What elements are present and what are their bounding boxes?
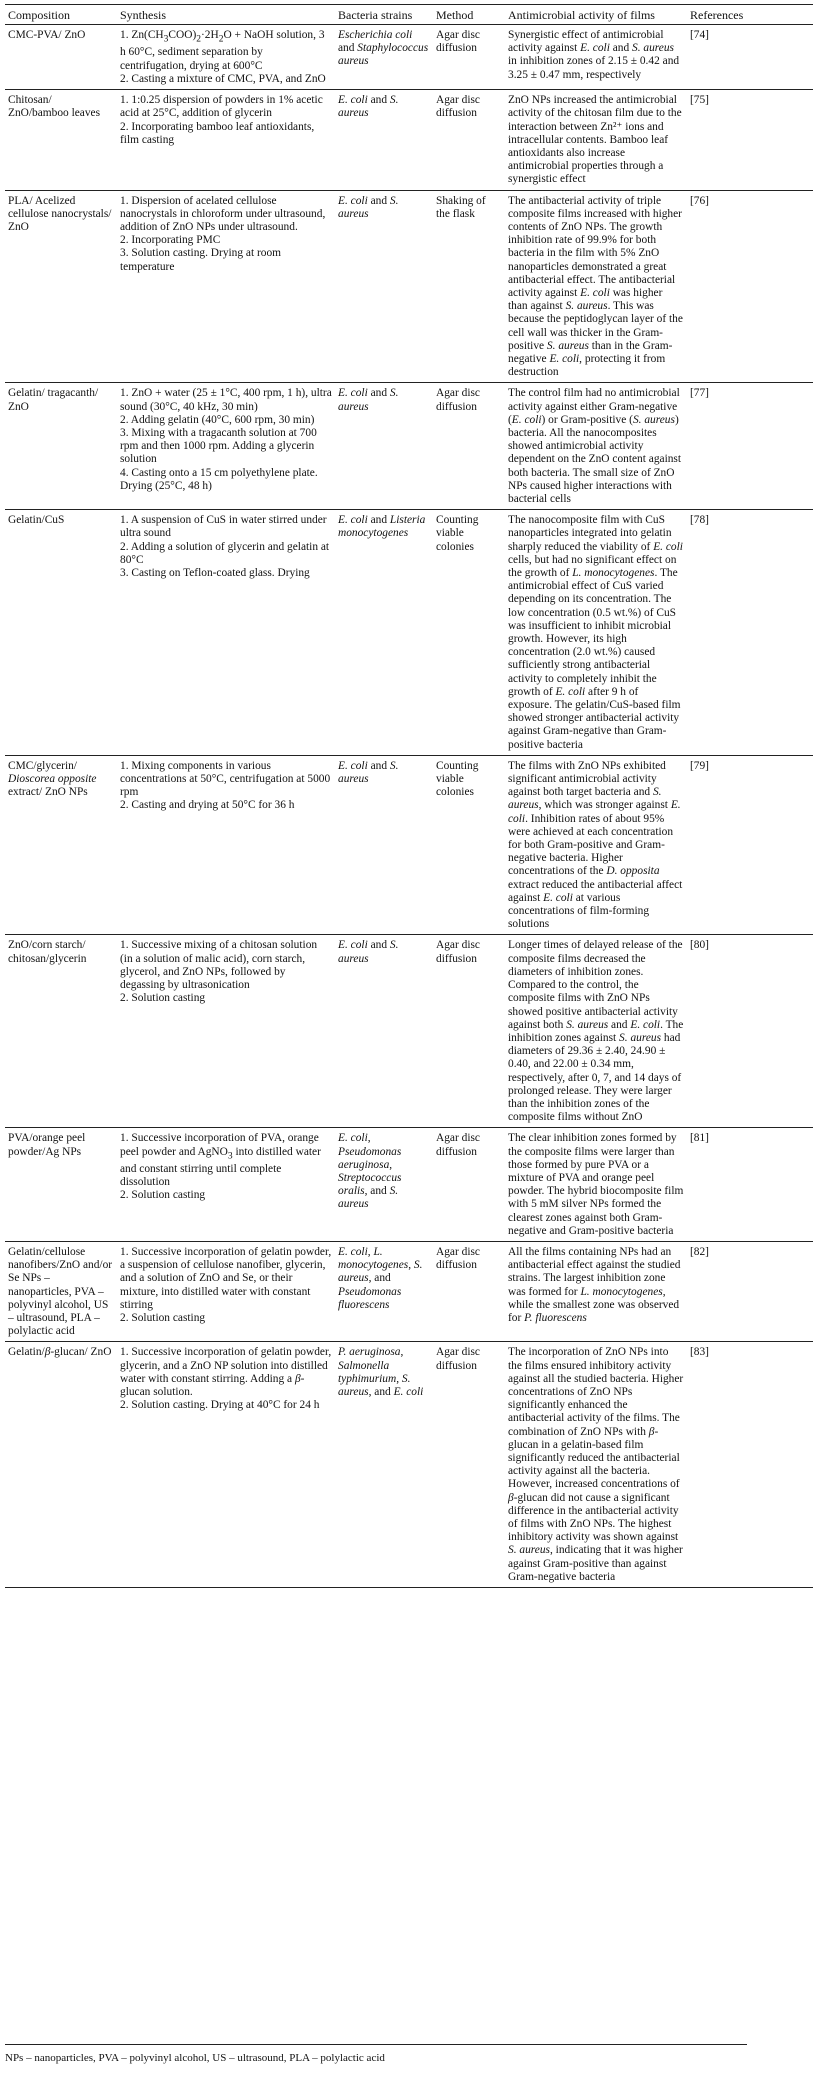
cell-bacteria-strains: E. coli and S. aureus bbox=[335, 90, 433, 190]
cell-reference: [83] bbox=[687, 1342, 813, 1588]
table-row bbox=[5, 190, 813, 383]
cell-bacteria-strains: P. aeruginosa, Salmonella typhimurium, S. aureus, and E. coli bbox=[335, 1342, 433, 1588]
cell-bacteria-strains: E. coli, Pseudomonas aeruginosa, Streptococcus oralis, and S. aureus bbox=[335, 1128, 433, 1242]
header-antimicrobial-activity: Antimicrobial activity of films bbox=[505, 5, 687, 25]
cell-method: Agar disc diffusion bbox=[433, 1128, 505, 1242]
cell-synthesis: 1. Successive incorporation of PVA, orange peel powder and AgNO$_3$ into distilled water and constant stirring until complete dissolution 2. Solution casting bbox=[117, 1128, 335, 1242]
cell-bacteria-strains: E. coli and S. aureus bbox=[335, 755, 433, 935]
cell-antimicrobial-activity: Synergistic effect of antimicrobial activity against E. coli and S. aureus in inhibition zones of 2.15 ± 0.42 and 3.25 ± 0.47 mm, respectively bbox=[505, 25, 687, 90]
table-row bbox=[5, 935, 813, 1128]
cell-method: Agar disc diffusion bbox=[433, 90, 505, 190]
cell-reference: [80] bbox=[687, 935, 813, 1128]
header-references: References bbox=[687, 5, 813, 25]
cell-bacteria-strains: E. coli and S. aureus bbox=[335, 190, 433, 383]
table-row bbox=[5, 755, 813, 935]
cell-antimicrobial-activity: The clear inhibition zones formed by the composite films were larger than those formed by pure PVA or a mixture of PVA and orange peel powder. The hybrid biocomposite film with 5 mM silver NPs formed the clearest zones against both Gram-negative and Gram-positive bacteria bbox=[505, 1128, 687, 1242]
cell-reference: [74] bbox=[687, 25, 813, 90]
cell-synthesis: 1. 1:0.25 dispersion of powders in 1% acetic acid at 25°C, addition of glycerin 2. Incorporating bamboo leaf antioxidants, film casting bbox=[117, 90, 335, 190]
footnote-divider bbox=[5, 2044, 747, 2045]
cell-reference: [79] bbox=[687, 755, 813, 935]
cell-composition: Gelatin/ tragacanth/ ZnO bbox=[5, 383, 117, 510]
table-row bbox=[5, 25, 813, 90]
cell-synthesis: 1. $Zn(CH_3COO)_2\cdot 2H_2O$ + NaOH solution, 3 h 60°C, sediment separation by centrifugation, drying at 600°C 2. Casting a mixture of CMC, PVA, and ZnO bbox=[117, 25, 335, 90]
header-composition: Composition bbox=[5, 5, 117, 25]
cell-reference: [78] bbox=[687, 510, 813, 756]
cell-composition: Chitosan/ ZnO/bamboo leaves bbox=[5, 90, 117, 190]
table-row bbox=[5, 383, 813, 510]
cell-reference: [77] bbox=[687, 383, 813, 510]
cell-synthesis: 1. A suspension of CuS in water stirred under ultra sound 2. Adding a solution of glycerin and gelatin at 80°C 3. Casting on Teflon-coated glass. Drying bbox=[117, 510, 335, 756]
cell-antimicrobial-activity: Longer times of delayed release of the composite films decreased the diameters of inhibition zones. Compared to the control, the composite films with ZnO NPs showed positive antibacterial activity against both S. aureus and E. coli. The inhibition zones against S. aureus had diameters of 29.36 ± 2.40, 24.90 ± 0.40, and 22.00 ± 0.34 mm, respectively, after 0, 7, and 14 days of prolonged release. They were larger than the inhibition zones of the composite films without ZnO bbox=[505, 935, 687, 1128]
cell-method: Shaking of the flask bbox=[433, 190, 505, 383]
header-method: Method bbox=[433, 5, 505, 25]
table-container bbox=[5, 4, 813, 1588]
cell-composition: CMC-PVA/ ZnO bbox=[5, 25, 117, 90]
cell-composition: Gelatin/β-glucan/ ZnO bbox=[5, 1342, 117, 1588]
cell-method: Agar disc diffusion bbox=[433, 25, 505, 90]
cell-bacteria-strains: E. coli and S. aureus bbox=[335, 383, 433, 510]
cell-reference: [75] bbox=[687, 90, 813, 190]
cell-antimicrobial-activity: The control film had no antimicrobial activity against either Gram-negative (E. coli) or Gram-positive (S. aureus) bacteria. All the nanocomposites showed antimicrobial activity dependent on the ZnO content against both bacteria. The small size of ZnO NPs caused higher interactions with bacterial cells bbox=[505, 383, 687, 510]
table-row bbox=[5, 510, 813, 756]
cell-synthesis: 1. Mixing components in various concentrations at 50°C, centrifugation at 5000 rpm 2. Casting and drying at 50°C for 36 h bbox=[117, 755, 335, 935]
cell-antimicrobial-activity: The incorporation of ZnO NPs into the films ensured inhibitory activity against all the studied bacteria. Higher concentrations of ZnO NPs significantly enhanced the antibacterial activity of the films. The combination of ZnO NPs with β-glucan in a gelatin-based film significantly reduced the antibacterial activity against all the bacteria. However, increased concentrations of β-glucan did not cause a significant difference in the antibacterial activity of films with ZnO NPs. The highest inhibitory activity was shown against S. aureus, indicating that it was higher against Gram-positive than against Gram-negative bacteria bbox=[505, 1342, 687, 1588]
cell-antimicrobial-activity: ZnO NPs increased the antimicrobial activity of the chitosan film due to the interaction between Zn²⁺ ions and intracellular contents. Bamboo leaf antioxidants also increase antimicrobial properties through a synergistic effect bbox=[505, 90, 687, 190]
cell-method: Agar disc diffusion bbox=[433, 1342, 505, 1588]
cell-bacteria-strains: E. coli, L. monocytogenes, S. aureus, and Pseudomonas fluorescens bbox=[335, 1241, 433, 1341]
antimicrobial-films-table bbox=[5, 4, 813, 1588]
cell-method: Agar disc diffusion bbox=[433, 935, 505, 1128]
cell-synthesis: 1. Successive incorporation of gelatin powder, glycerin, and a ZnO NP solution into distilled water with constant stirring. Adding a β-glucan solution. 2. Solution casting. Drying at 40°C for 24 h bbox=[117, 1342, 335, 1588]
cell-composition: Gelatin/cellulose nanofibers/ZnO and/or Se NPs – nanoparticles, PVA – polyvinyl alcohol, US – ultrasound, PLA – polylactic acid bbox=[5, 1241, 117, 1341]
table-body bbox=[5, 25, 813, 1588]
cell-bacteria-strains: Escherichia coli and Staphylococcus aureus bbox=[335, 25, 433, 90]
cell-composition: PVA/orange peel powder/Ag NPs bbox=[5, 1128, 117, 1242]
cell-bacteria-strains: E. coli and Listeria monocytogenes bbox=[335, 510, 433, 756]
table-row bbox=[5, 1241, 813, 1341]
cell-composition: Gelatin/CuS bbox=[5, 510, 117, 756]
cell-synthesis: 1. Successive mixing of a chitosan solution (in a solution of malic acid), corn starch, glycerol, and ZnO NPs, followed by degassing by ultrasonication 2. Solution casting bbox=[117, 935, 335, 1128]
cell-bacteria-strains: E. coli and S. aureus bbox=[335, 935, 433, 1128]
cell-composition: ZnO/corn starch/ chitosan/glycerin bbox=[5, 935, 117, 1128]
cell-synthesis: 1. ZnO + water (25 ± 1°C, 400 rpm, 1 h), ultra sound (30°C, 40 kHz, 30 min) 2. Adding gelatin (40°C, 600 rpm, 30 min) 3. Mixing with a tragacanth solution at 700 rpm and then 1000 rpm. Adding a glycerin solution 4. Casting onto a 15 cm polyethylene plate. Drying (25°C, 48 h) bbox=[117, 383, 335, 510]
cell-reference: [82] bbox=[687, 1241, 813, 1341]
table-row bbox=[5, 1128, 813, 1242]
cell-synthesis: 1. Dispersion of acelated cellulose nanocrystals in chloroform under ultrasound, addition of ZnO NPs under ultrasound. 2. Incorporating PMC 3. Solution casting. Drying at room temperature bbox=[117, 190, 335, 383]
cell-synthesis: 1. Successive incorporation of gelatin powder, a suspension of cellulose nanofiber, glycerin, and a solution of ZnO and Se, or their mixture, into distilled water with constant stirring 2. Solution casting bbox=[117, 1241, 335, 1341]
cell-method: Counting viable colonies bbox=[433, 510, 505, 756]
table-footnote: NPs – nanoparticles, PVA – polyvinyl alcohol, US – ultrasound, PLA – polylactic acid bbox=[5, 2052, 385, 2064]
table-row bbox=[5, 90, 813, 190]
cell-antimicrobial-activity: All the films containing NPs had an antibacterial effect against the studied strains. The largest inhibition zone was formed for L. monocytogenes, while the smallest zone was observed for P. fluorescens bbox=[505, 1241, 687, 1341]
cell-antimicrobial-activity: The antibacterial activity of triple composite films increased with higher contents of ZnO NPs. The growth inhibition rate of 99.9% for both bacteria in the film with 5% ZnO nanoparticles demonstrated a great antibacterial effect. The antibacterial activity against E. coli was higher than against S. aureus. This was because the peptidoglycan layer of the cell wall was thicker in the Gram-positive S. aureus than in the Gram-negative E. coli, protecting it from destruction bbox=[505, 190, 687, 383]
table-header-row bbox=[5, 5, 813, 25]
table-row bbox=[5, 1342, 813, 1588]
cell-method: Counting viable colonies bbox=[433, 755, 505, 935]
header-synthesis: Synthesis bbox=[117, 5, 335, 25]
cell-reference: [76] bbox=[687, 190, 813, 383]
header-bacteria-strains: Bacteria strains bbox=[335, 5, 433, 25]
cell-composition: CMC/glycerin/ Dioscorea opposite extract/ ZnO NPs bbox=[5, 755, 117, 935]
cell-antimicrobial-activity: The films with ZnO NPs exhibited significant antimicrobial activity against both target bacteria and S. aureus, which was stronger against E. coli. Inhibition rates of about 95% were achieved at each concentration for both Gram-positive and Gram-negative bacteria. Higher concentrations of the D. opposita extract reduced the antibacterial affect against E. coli at various concentrations of film-forming solutions bbox=[505, 755, 687, 935]
cell-method: Agar disc diffusion bbox=[433, 1241, 505, 1341]
cell-method: Agar disc diffusion bbox=[433, 383, 505, 510]
cell-reference: [81] bbox=[687, 1128, 813, 1242]
cell-composition: PLA/ Acelized cellulose nanocrystals/ ZnO bbox=[5, 190, 117, 383]
cell-antimicrobial-activity: The nanocomposite film with CuS nanoparticles integrated into gelatin sharply reduced the viability of E. coli cells, but had no significant effect on the growth of L. monocytogenes. The antimicrobial effect of CuS varied depending on its concentration. The low concentration (0.5 wt.%) of CuS was insufficient to inhibit microbial growth. However, its high concentration (2.0 wt.%) caused sufficiently strong antibacterial activity to completely inhibit the growth of E. coli after 9 h of exposure. The gelatin/CuS-based film showed stronger antibacterial activity against Gram-negative than Gram-positive bacteria bbox=[505, 510, 687, 756]
